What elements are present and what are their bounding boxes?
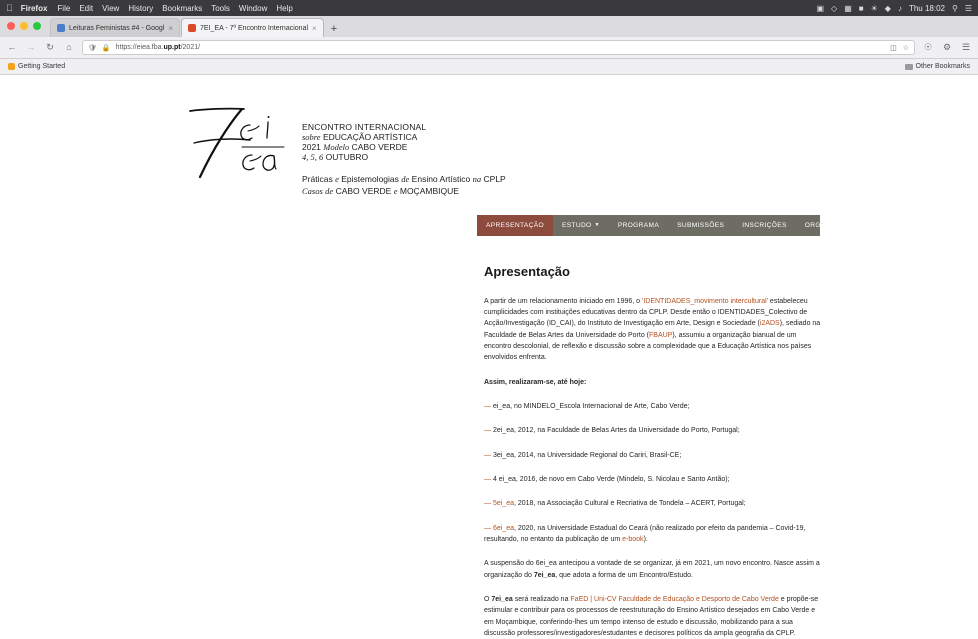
list-item: — 4 ei_ea, 2016, de novo em Cabo Verde (Mindelo, S. Nicolau e Santo Antão); xyxy=(484,475,730,483)
web-page xyxy=(0,75,978,637)
page-title: Apresentação xyxy=(484,263,570,279)
menubar-item-tools[interactable]: Tools xyxy=(204,3,224,13)
tab-title: Leituras Feministas #4 - Googl xyxy=(69,24,165,32)
link-identidades[interactable]: 'IDENTIDADES_movimento intercultural' xyxy=(641,297,768,305)
menubar-item-view[interactable]: View xyxy=(95,3,113,13)
menubar-item-edit[interactable]: Edit xyxy=(72,3,87,13)
site-header xyxy=(159,75,819,198)
bluetooth-icon[interactable]: ◆ xyxy=(884,3,891,13)
bookmark-getting-started[interactable] xyxy=(8,63,65,70)
site-subtitle-line-1: Práticas e Epistemologias de Ensino Artístico na CPLP xyxy=(302,174,506,184)
close-tab-icon[interactable]: × xyxy=(168,23,173,33)
macos-menubar xyxy=(0,0,978,16)
nav-item-organizacao[interactable]: ORGANIZAÇÃO xyxy=(804,221,858,229)
url-bar[interactable] xyxy=(82,40,915,55)
navigation-toolbar xyxy=(0,37,978,59)
site-subtitle-line-2: Casos de CABO VERDE e MOÇAMBIQUE xyxy=(302,186,459,197)
menubar-app-name[interactable]: Firefox xyxy=(14,3,41,13)
list-item: — 6ei_ea, 2020, na Universidade Estadual do Ceará (não realizado por efeito da pandemia – Covid-19, resultando, no entanto da publicação de um e-book). xyxy=(484,524,806,543)
paragraph-list-intro: Assim, realizaram-se, até hoje: xyxy=(484,378,587,386)
nav-item-inscricoes[interactable]: INSCRIÇÕES xyxy=(742,221,787,229)
grid-icon[interactable]: ▦ xyxy=(844,3,852,13)
reader-mode-icon[interactable]: ◫ xyxy=(890,44,897,52)
screen-share-icon[interactable]: ▣ xyxy=(816,3,825,13)
url-text: https://eiea.fba.up.pt/2021/ xyxy=(115,44,201,51)
apple-logo-icon[interactable] xyxy=(6,4,13,13)
menubar-item-file[interactable]: File xyxy=(50,3,64,13)
extensions-icon[interactable]: ⚙ xyxy=(942,42,952,52)
tab-favicon-icon xyxy=(188,24,196,32)
list-item: — ei_ea, no MINDELO_Escola Internacional de Arte, Cabo Verde; xyxy=(484,402,690,410)
nav-item-programa[interactable]: PROGRAMA xyxy=(617,221,660,229)
reload-icon[interactable]: ↻ xyxy=(46,42,54,52)
new-tab-button[interactable]: + xyxy=(330,23,338,35)
other-bookmarks-button[interactable] xyxy=(905,63,970,70)
minimize-window-button[interactable] xyxy=(20,22,28,30)
forward-arrow-icon[interactable]: → xyxy=(26,42,36,52)
folder-icon xyxy=(905,64,913,70)
window-controls xyxy=(7,22,41,30)
search-icon[interactable]: ⚲ xyxy=(951,3,958,13)
other-bookmarks-label: Other Bookmarks xyxy=(915,63,970,70)
menubar-item-bookmarks[interactable]: Bookmarks xyxy=(155,3,196,13)
nav-item-apresentacao[interactable]: APRESENTAÇÃO xyxy=(477,215,553,236)
link-i2ads[interactable]: i2ADS xyxy=(759,320,780,328)
urlbar-icons xyxy=(890,44,909,52)
7ei-ea-logo-icon[interactable] xyxy=(184,103,288,181)
site-title-block xyxy=(302,103,506,198)
nav-item-submissoes[interactable]: SUBMISSÕES xyxy=(677,221,725,229)
close-tab-icon[interactable]: × xyxy=(312,23,317,33)
menubar-item-help[interactable]: Help xyxy=(269,3,287,13)
menubar-item-history[interactable]: History xyxy=(121,3,147,13)
toolbar-tail xyxy=(922,43,972,52)
logo-line-4: 4, 5, 6 OUTUBRO xyxy=(302,152,369,162)
nav-item-apoio[interactable]: APOIO xyxy=(875,221,898,229)
tab-strip xyxy=(0,16,978,37)
close-window-button[interactable] xyxy=(7,22,15,30)
menu-icon[interactable]: ☰ xyxy=(961,42,971,52)
maximize-window-button[interactable] xyxy=(33,22,41,30)
page-scrollbar[interactable] xyxy=(973,75,977,548)
menubar-status-area xyxy=(816,4,972,13)
logo-line-1: ENCONTRO INTERNACIONAL xyxy=(302,122,427,132)
link-ebook[interactable]: e-book xyxy=(622,535,644,543)
logo-line-3: 2021 Modelo CABO VERDE xyxy=(302,142,408,152)
bookmarks-toolbar xyxy=(0,59,978,75)
paragraph-venue: O 7ei_ea será realizado na FaED | Uni-CV Faculdade de Educação e Desporto de Cabo Verde e propõe-se estimular e contribuir para os processos de reestruturação do Ensino Artístico desejados em Cabo Verde e em Moçambique, conferindo-lhes um tempo intenso de estudo e discussão, mobilizando para a sua discussão professores/investigadores/estudantes e decisores políticos da ampla geografia da CPLP. xyxy=(484,595,819,637)
nav-item-estudo[interactable]: ESTUDO ▼ xyxy=(561,221,600,229)
logo-line-2: sobre EDUCAÇÃO ARTÍSTICA xyxy=(302,132,418,142)
tab-title: 7EI_EA - 7º Encontro Internacional xyxy=(200,24,309,32)
bookmark-star-icon[interactable]: ☆ xyxy=(902,44,909,52)
list-item: — 5ei_ea, 2018, na Associação Cultural e Recriativa de Tondela – ACERT, Portugal; xyxy=(484,500,746,508)
firefox-window xyxy=(0,16,978,637)
padlock-icon[interactable]: 🔒 xyxy=(101,44,111,52)
list-item: — 3ei_ea, 2014, na Universidade Regional do Cariri, Brasil-CE; xyxy=(484,451,682,459)
site-subtitle xyxy=(302,173,506,198)
link-faed-unicv[interactable]: FaED | Uni-CV Faculdade de Educação e Desporto de Cabo Verde xyxy=(570,595,779,603)
tab-favicon-icon xyxy=(57,24,65,32)
battery-icon[interactable]: ■ xyxy=(858,3,864,13)
paragraph-intro: A partir de um relacionamento iniciado em 1996, o 'IDENTIDADES_movimento intercultural' estabeleceu cumplicidades com instituições educativas dentro da CPLP. Desde então o IDENTIDADES_Colectivo de Acção/Investigação (ID_CAI), do Instituto de Investigação em Arte, Design e Sociedade (i2ADS), sediado na Faculdade de Belas Artes da Universidade do Porto (FBAUP), assumiu a organização bianual de um encontro descolonial, de reflexão e discussão sobre a complexidade que a Educação Artística nos países envolvidos enfrenta. xyxy=(484,297,821,362)
bookmark-label: Getting Started xyxy=(18,63,66,70)
menubar-clock[interactable]: Thu 18:02 xyxy=(908,3,945,13)
volume-icon[interactable]: ♪ xyxy=(897,3,902,13)
site-navigation xyxy=(477,215,898,236)
shield-icon[interactable]: 🛡 xyxy=(88,44,97,52)
chevron-down-icon: ▼ xyxy=(594,222,600,229)
link-fbaup[interactable]: FBAUP xyxy=(649,331,673,339)
browser-tab-active[interactable] xyxy=(181,18,324,37)
browser-tab[interactable] xyxy=(50,18,180,37)
home-icon[interactable]: ⌂ xyxy=(66,42,72,52)
bookmark-folder-icon xyxy=(8,63,15,70)
tabs xyxy=(50,16,325,37)
page-content xyxy=(159,75,898,639)
paragraph-suspension: A suspensão do 6ei_ea antecipou a vontade de se organizar, já em 2021, um novo encontro. Nasce assim a organização do 7ei_ea, que adota a forma de um Encontro/Estudo. xyxy=(484,560,820,579)
account-icon[interactable]: ☉ xyxy=(923,42,933,52)
list-item: — 2ei_ea, 2012, na Faculdade de Belas Artes da Universidade do Porto, Portugal; xyxy=(484,427,740,435)
dropbox-icon[interactable]: ◇ xyxy=(831,3,838,13)
wifi-icon[interactable]: ☀ xyxy=(870,3,878,13)
control-center-icon[interactable]: ☰ xyxy=(964,3,972,13)
article-body xyxy=(484,236,824,639)
menubar-item-window[interactable]: Window xyxy=(232,3,261,13)
back-arrow-icon[interactable]: ← xyxy=(7,42,17,52)
